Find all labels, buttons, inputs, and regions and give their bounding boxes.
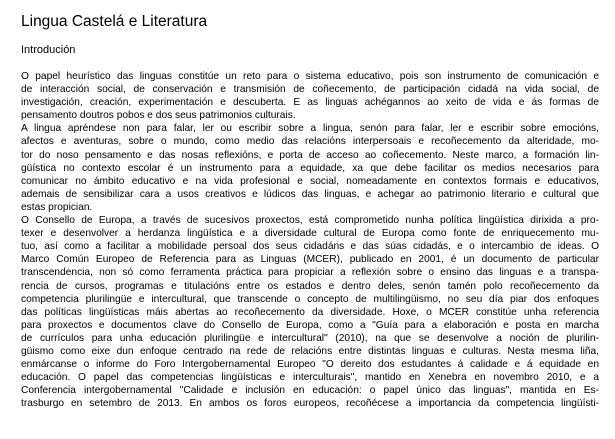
- section-heading: Introdución: [21, 44, 76, 56]
- paragraph-line: transcendencia, non só como ferramenta práctica para propiciar a reflexión sobre o ensino das linguas e a transpa-: [21, 267, 599, 279]
- paragraph-line: afectos e aventuras, sobre o mundo, como medio das relacións interpersoais e recoñecemento da alteridade, mo-: [21, 136, 599, 148]
- paragraph-line: educación. O papel das competencias lingüísticas e interculturais", mantido en Xenebra en novembro 2010, e a: [21, 372, 599, 384]
- paragraph-2: [21, 122, 599, 214]
- paragraph-line: A lingua apréndese non para falar, ler ou escribir sobre a lingua, senón para falar, ler e escribir sobre emocións,: [21, 123, 599, 135]
- paragraph-line: de interacción social, de conservación e transmisión de coñecemento, de participación cidadá na vida social, de: [21, 84, 599, 96]
- paragraph-line: rencia de cursos, programas e titulacións entre os estados e dentro deles, senón tamén polo recoñecemento da: [21, 280, 599, 292]
- paragraph-line: Marco Común Europeo de Referencia para as Linguas (MCER), publicado en 2001, é un documento de particular: [21, 254, 599, 266]
- paragraph-line: tor do noso pensamento e das nosas reflexións, e porta de acceso ao coñecemento. Neste marco, a formación lin-: [21, 149, 599, 161]
- paragraph-1: [21, 70, 599, 122]
- paragraph-line: enmárcanse o informe do Foro Intergobernamental Europeo "O dereito dos estudantes á calidade e á equidade en: [21, 359, 599, 371]
- paragraph-line: güística no contexto escolar é un instrumento para a equidade, xa que debe facilitar os medios necesarios para: [21, 162, 599, 174]
- paragraph-line: trasburgo en setembro de 2013. En ambos os foros europeos, recoñécese a importancia da competencia lingüísti-: [21, 398, 599, 410]
- document-page: [21, 0, 599, 410]
- paragraph-line: competencia plurilingüe e intercultural, que transcende o concepto de multilingüismo, no seu día piar dos enfoques: [21, 293, 599, 305]
- paragraph-line: das políticas lingüísticas máis abertas ao recoñecemento da diversidade. Hoxe, o MCER constitúe unha referencia: [21, 306, 599, 318]
- paragraph-line: de currículos para unha educación plurilingüe e intercultural" (2010), na que se desenvolve a noción de plurilin-: [21, 332, 599, 344]
- paragraph-line: investigación, creación, experimentación e descuberta. E as linguas achégannos ao xeito de vida e ás formas de: [21, 97, 599, 109]
- paragraph-line: O papel heurístico das linguas constitúe un reto para o sistema educativo, pois son instrumento de comunicación e: [21, 71, 599, 82]
- paragraph-line: pensamento doutros pobos e dos seus patrimonios culturais.: [21, 110, 296, 122]
- document-title: Lingua Castelá e Literatura: [21, 13, 208, 30]
- paragraph-line: texer e desenvolver a herdanza lingüística e a diversidade cultural de Europa como fonte de enriquecemento mu-: [21, 228, 599, 240]
- paragraph-line: estas propician.: [21, 201, 93, 213]
- paragraph-3: [21, 214, 599, 410]
- paragraph-line: para proxectos e documentos clave do Consello de Europa, como a "Guía para a elaboración e posta en marcha: [21, 319, 599, 331]
- paragraph-line: Conferencia intergobernamental "Calidade e inclusión en educación: o papel único das linguas", mantida en Es-: [21, 385, 599, 397]
- paragraph-line: tuo, así como a facilitar a mobilidade persoal dos seus cidadáns e das súas cidadás, e o intercambio de ideas. O: [21, 241, 599, 253]
- paragraph-line: O Consello de Europa, a través de sucesivos proxectos, está comprometido nunha política lingüística dirixida a pro-: [21, 215, 599, 227]
- paragraph-line: comunicar no ámbito educativo e na vida profesional e social, nomeadamente en contextos formais e educativos,: [21, 175, 599, 187]
- paragraph-line: güismo como eixe dun enfoque centrado na rede de relacións entre distintas linguas e culturas. Nesta mesma liña,: [21, 345, 599, 357]
- paragraph-line: ademais de sensibilizar cara a usos creativos e lúdicos das linguas, e achegar ao patrimonio literario e cultural que: [21, 188, 599, 200]
